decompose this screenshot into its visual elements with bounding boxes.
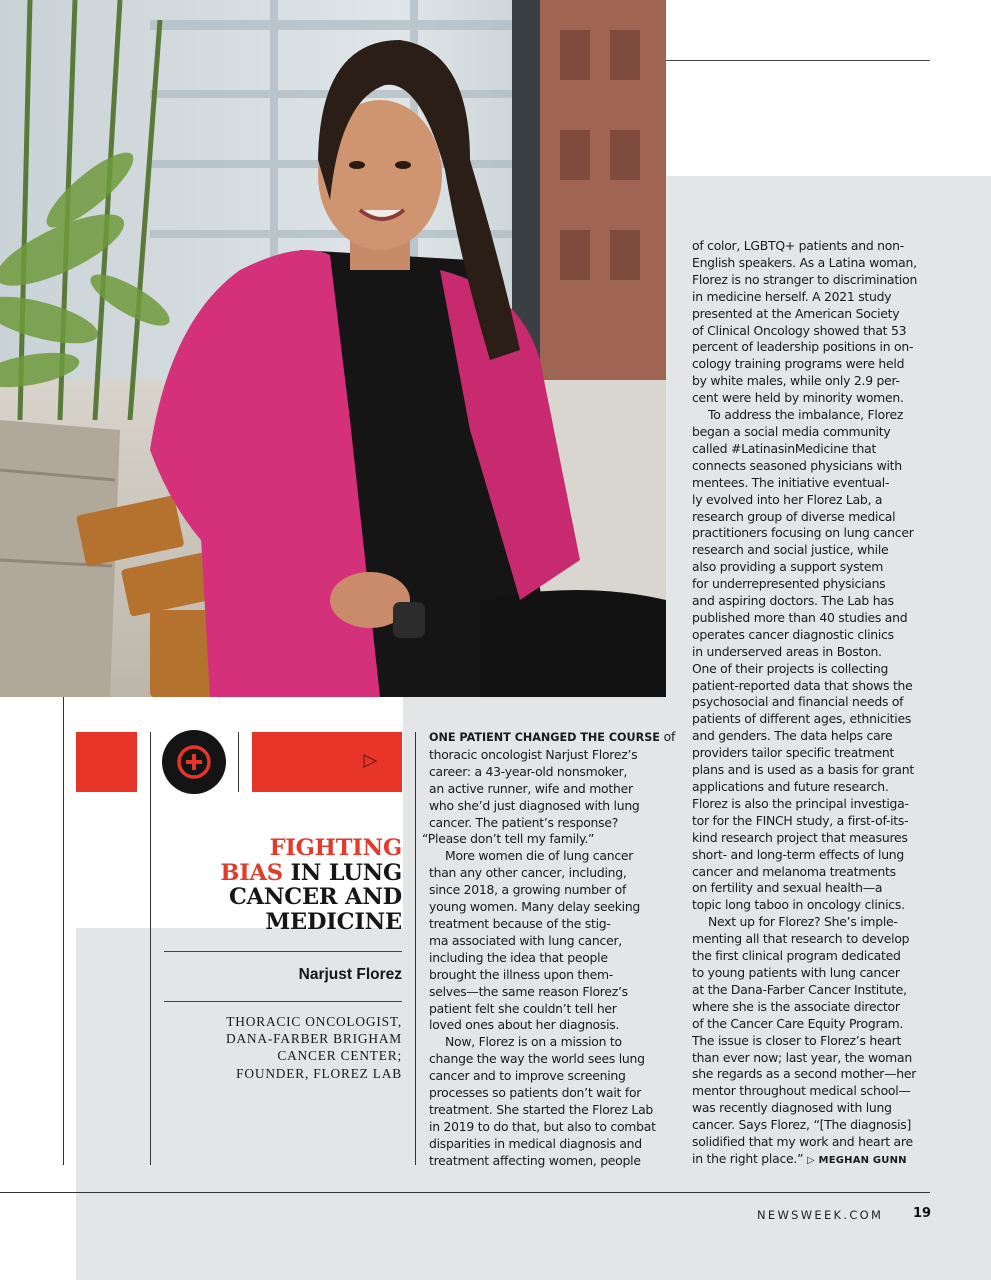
body-line: at the Dana-Farber Cancer Institute,	[692, 981, 907, 997]
credit-line: DANA-FARBER BRIGHAM	[225, 1031, 402, 1047]
body-line: young women. Many delay seeking	[429, 899, 641, 915]
vertical-rule-left	[150, 732, 151, 1165]
vertical-rule-column	[415, 732, 416, 1165]
body-line: began a social media community	[692, 423, 891, 439]
headline-red-line: FIGHTING	[269, 835, 402, 861]
body-line: topic long taboo in oncology clinics.	[692, 897, 905, 913]
body-line: change the way the world sees lung	[429, 1051, 645, 1067]
body-line: called #LatinasinMedicine that	[692, 440, 877, 456]
body-line: applications and future research.	[692, 779, 889, 794]
body-line: including the idea that people	[429, 949, 608, 965]
body-line: since 2018, a growing number of	[429, 882, 627, 898]
body-line: short- and long-term effects of lung	[692, 846, 905, 862]
body-line: patient felt she couldn’t tell her	[429, 1000, 617, 1016]
body-line: in the right place.”	[692, 1150, 804, 1166]
headline-line3: CANCER AND	[228, 884, 402, 910]
body-line: of Clinical Oncology showed that 53	[692, 322, 907, 338]
body-line: cancer and melanoma treatments	[692, 863, 896, 879]
body-line: career: a 43-year-old nonsmoker,	[429, 763, 628, 779]
credit-line: THORACIC ONCOLOGIST,	[226, 1014, 402, 1029]
body-line: ma associated with lung cancer,	[429, 932, 622, 948]
body-line: treatment. She started the Florez Lab	[429, 1101, 654, 1117]
body-line: Florez is no stranger to discrimination	[692, 271, 918, 287]
body-line: who she’d just diagnosed with lung	[429, 797, 640, 813]
article-column-1	[422, 729, 676, 1170]
body-line: mentees. The initiative eventual-	[692, 474, 890, 490]
body-line: treatment affecting women, people	[429, 1152, 641, 1168]
body-line: in 2019 to do that, but also to combat	[429, 1118, 656, 1134]
body-line: More women die of lung cancer	[445, 848, 634, 864]
author-signoff: ▷ MEGHAN GUNN	[806, 1154, 907, 1166]
red-block-left	[76, 732, 137, 792]
name-rule-bottom	[164, 1001, 402, 1002]
body-line: on fertility and sexual health—a	[692, 880, 883, 896]
credit-line: CANCER CENTER;	[277, 1048, 402, 1064]
body-line: One of their projects is collecting	[692, 660, 889, 676]
body-line: of the Cancer Care Equity Program.	[692, 1015, 904, 1031]
body-line: where she is the associate director	[692, 998, 900, 1014]
body-line: by white males, while only 2.9 per-	[692, 373, 900, 389]
lead-in: ONE PATIENT CHANGED THE COURSE	[429, 731, 660, 744]
body-line: selves—the same reason Florez’s	[429, 983, 628, 999]
plus-circle-icon	[162, 730, 226, 794]
body-line: plans and is used as a basis for grant	[692, 762, 914, 778]
body-line: tor for the FINCH study, a first-of-its-	[692, 812, 909, 828]
body-line: cology training programs were held	[692, 356, 905, 372]
body-line: Next up for Florez? She’s imple-	[708, 914, 898, 930]
footer-rule	[0, 1192, 930, 1193]
body-line: mentor throughout medical school—	[692, 1083, 911, 1099]
profile-credit	[150, 1013, 402, 1082]
profile-name: Narjust Florez	[298, 966, 402, 983]
portrait-photo	[0, 0, 666, 697]
article-column-2	[692, 238, 936, 1170]
top-rule	[666, 60, 930, 61]
page-number: 19	[913, 1206, 932, 1221]
body-line: cancer. Says Florez, “[The diagnosis]	[692, 1117, 912, 1133]
body-line: and aspiring doctors. The Lab has	[692, 593, 894, 609]
body-line: percent of leadership positions in on-	[692, 339, 914, 355]
body-line: Florez is also the principal investiga-	[692, 795, 909, 811]
body-line: she regards as a second mother—her	[692, 1066, 917, 1082]
body-line: for underrepresented physicians	[692, 576, 886, 592]
body-line: published more than 40 studies and	[692, 609, 908, 625]
name-rule-top	[164, 951, 402, 952]
body-line: of	[659, 729, 676, 744]
body-line: of color, LGBTQ+ patients and non-	[692, 238, 904, 253]
body-line: also providing a support system	[692, 559, 884, 575]
body-line: cancer. The patient’s response?	[429, 814, 619, 830]
headline-line4: MEDICINE	[265, 908, 402, 935]
headline-red-word: BIAS	[220, 859, 283, 886]
body-line: Now, Florez is on a mission to	[445, 1034, 622, 1050]
body-line: ly evolved into her Florez Lab, a	[692, 491, 883, 507]
footer-site: NEWSWEEK.COM	[757, 1208, 884, 1222]
body-line: cent were held by minority women.	[692, 390, 904, 406]
body-line: The issue is closer to Florez’s heart	[692, 1032, 902, 1048]
body-line: patients of different ages, ethnicities	[692, 711, 912, 727]
body-line: processes so patients don’t wait for	[429, 1085, 642, 1101]
body-line: kind research project that measures	[692, 829, 908, 845]
body-line: brought the illness upon them-	[429, 966, 614, 982]
vertical-rule-mid	[238, 732, 239, 792]
body-line: than any other cancer, including,	[429, 865, 627, 881]
body-line: English speakers. As a Latina woman,	[692, 254, 917, 270]
body-line: loved ones about her diagnosis.	[429, 1017, 620, 1033]
body-line: research group of diverse medical	[692, 508, 896, 524]
body-line: menting all that research to develop	[692, 931, 910, 947]
play-triangle-icon	[362, 753, 378, 774]
body-line: cancer and to improve screening	[429, 1068, 626, 1084]
body-line: patient-reported data that shows the	[692, 677, 913, 693]
body-line: than ever now; last year, the woman	[692, 1049, 912, 1065]
credit-line: FOUNDER, FLOREZ LAB	[236, 1065, 402, 1081]
body-line: psychosocial and financial needs of	[692, 694, 904, 710]
body-line: was recently diagnosed with lung	[692, 1100, 892, 1116]
body-line: treatment because of the stig-	[429, 915, 611, 931]
body-line: “Please don’t tell my family.”	[422, 831, 595, 847]
body-line: disparities in medical diagnosis and	[429, 1135, 642, 1151]
vertical-rule-edge	[63, 697, 64, 1165]
body-line: in medicine herself. A 2021 study	[692, 288, 892, 304]
body-line: solidified that my work and heart are	[692, 1134, 913, 1150]
body-line: providers tailor specific treatment	[692, 745, 895, 761]
body-line: connects seasoned physicians with	[692, 457, 902, 473]
body-line: operates cancer diagnostic clinics	[692, 626, 894, 642]
body-line: thoracic oncologist Narjust Florez’s	[429, 746, 638, 762]
body-line: and genders. The data helps care	[692, 728, 893, 744]
body-line: To address the imbalance, Florez	[708, 407, 904, 423]
body-line: research and social justice, while	[692, 542, 889, 558]
body-line: to young patients with lung cancer	[692, 964, 900, 980]
body-line: the first clinical program dedicated	[692, 948, 901, 964]
headline-line2: IN LUNG	[282, 859, 402, 886]
body-line: in underserved areas in Boston.	[692, 643, 882, 659]
body-line: practitioners focusing on lung cancer	[692, 525, 914, 541]
body-line: presented at the American Society	[692, 305, 900, 321]
body-line: an active runner, wife and mother	[429, 780, 633, 796]
red-block-right	[252, 732, 402, 792]
headline	[160, 836, 402, 934]
